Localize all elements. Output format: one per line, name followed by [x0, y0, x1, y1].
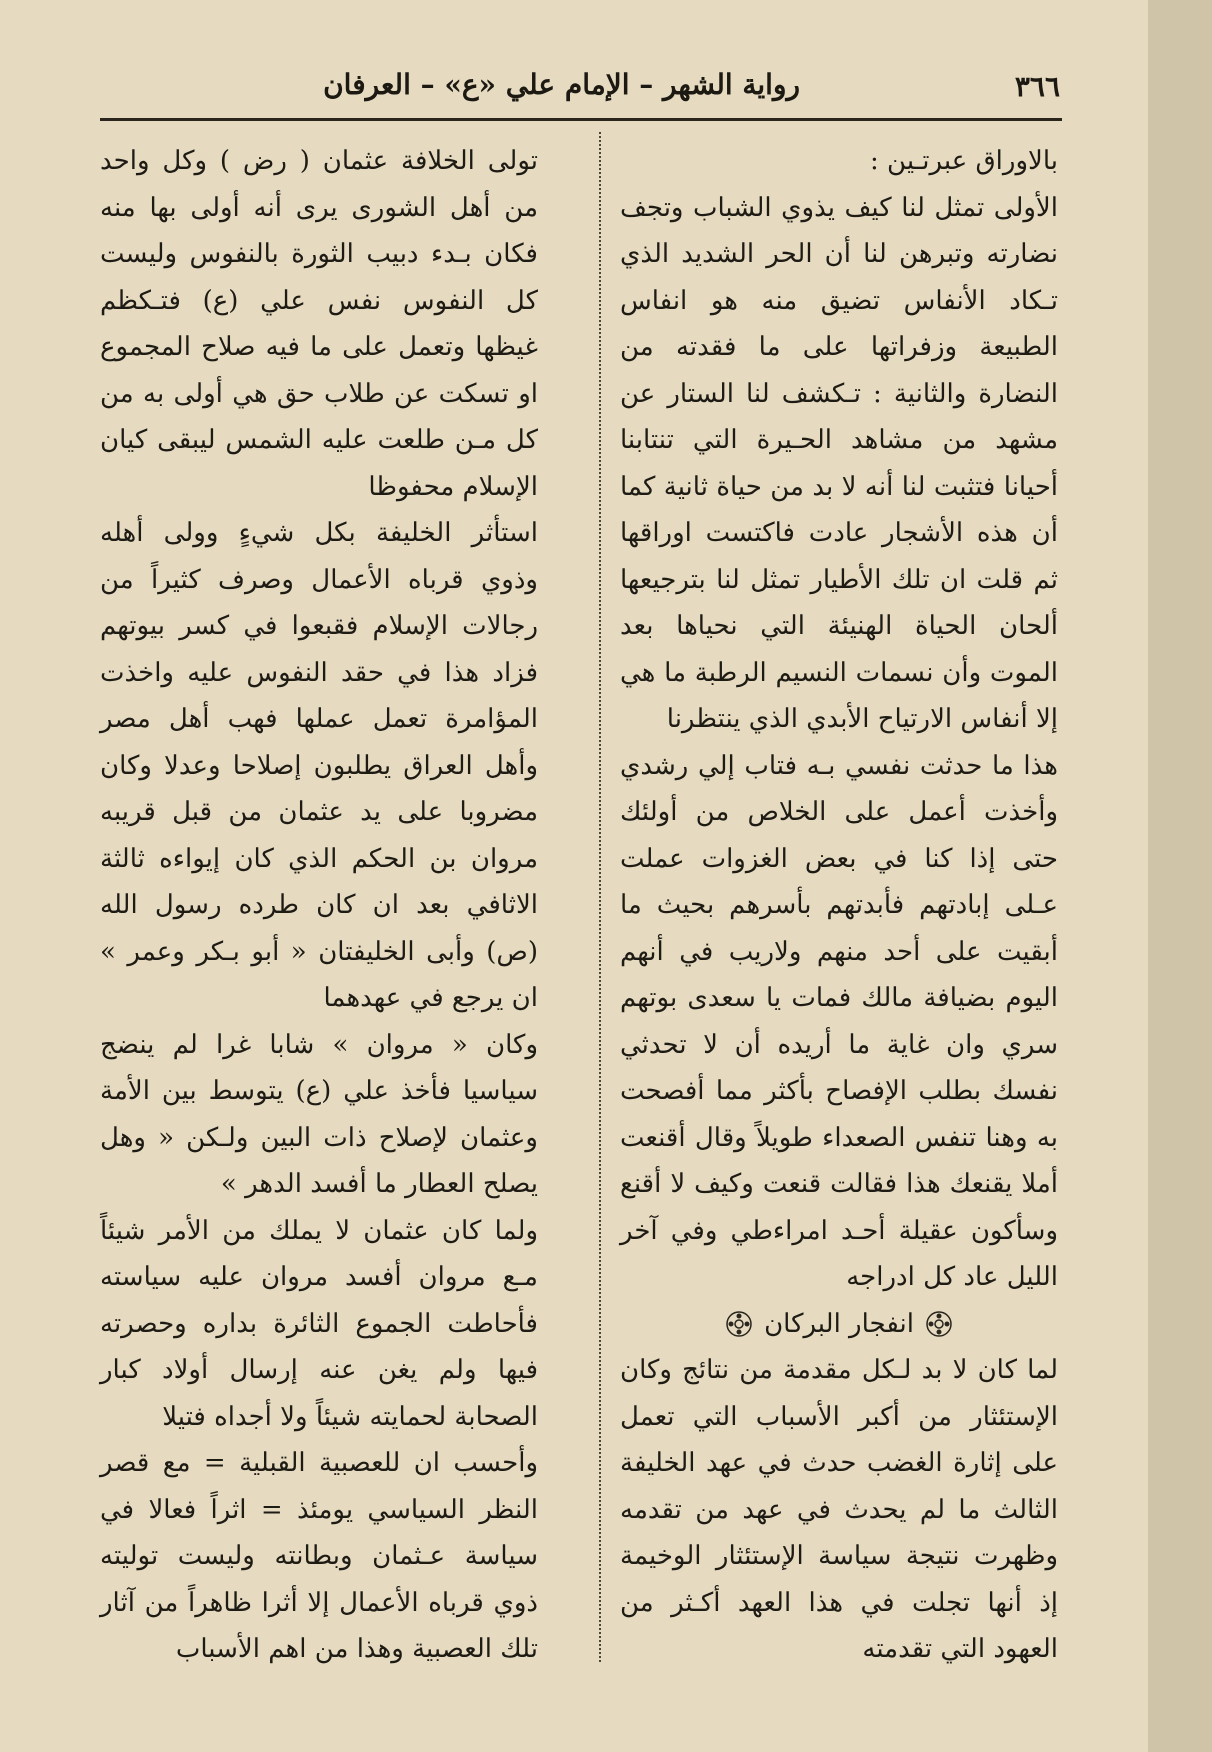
paragraph: بالاوراق عبرتـين :	[870, 146, 1058, 176]
paragraph: وأحسب ان للعصبية القبلية = مع قصر النظر السياسي يومئذ = اثراً فعالا في سياسة عـثمان وبطانته وليست توليته ذوي قرباه الأعمال إلا أثرا ظاهراً من آثار تلك العصبية وهذا من اهم الأسباب	[100, 1448, 538, 1664]
paragraph: وكان « مروان » شابا غرا لم ينضج سياسيا فأخذ علي (ع) يتوسط بين الأمة وعثمان لإصلاح ذات البين ولـكن « وهل يصلح العطار ما أفسد الدهر »	[100, 1029, 538, 1199]
section-heading-text: انفجار البركان	[764, 1308, 914, 1339]
right-column	[620, 138, 1058, 1664]
paragraph: استأثر الخليفة بكل شيءٍ وولى أهله وذوي قرباه الأعمال وصرف كثيراً من رجالات الإسلام فقبعوا في كسر بيوتهم فزاد هذا في حقد النفوس عليه واخذت المؤامرة تعمل عملها فهب أهل مصر وأهل العراق يطلبون إصلاحا وعدلا وكان مضروبا على يد عثمان من قبل قريبه مروان بن الحكم الذي كان إيواءه ثالثة الاثافي بعد ان كان طرده رسول الله (ص) وأبى الخليفتان « أبو بـكر وعمر » ان يرجع في عهدهما	[100, 518, 538, 1013]
flower-ornament-icon	[924, 1309, 954, 1339]
column-separator	[599, 132, 601, 1662]
paragraph: هذا ما حدثت نفسي بـه فتاب إلي رشدي وأخذت أعمل على الخلاص من أولئك حتى إذا كنا في بعض الغزوات عملت عـلى إبادتهم فأبدتهم بأسرهم بحيث ما أبقيت على أحد منهم ولاريب في أنهم اليوم بضيافة مالك فمات يا سعدى بوتهم سري وان غاية ما أريده أن لا تحدثي نفسك بطلب الإفصاح بأكثر مما أفصحت به وهنا تنفس الصعداء طويلاً وقال أقنعت أملا يقنعك هذا فقالت قنعت وكيف لا أقنع وسأكون عقيلة أحـد امراءطي وفي آخر الليل عاد كل ادراجه	[620, 750, 1058, 1292]
header-rule	[100, 118, 1062, 121]
flower-ornament-icon	[724, 1309, 754, 1339]
page-number: ٣٦٦	[1014, 70, 1060, 103]
paragraph: لما كان لا بد لـكل مقدمة من نتائج وكان الإستئثار من أكبر الأسباب التي تعمل على إثارة الغضب حدث في عهد الخليفة الثالث ما لم يحدث في عهد من تقدمه وظهرت نتيجة سياسة الإستئثار الوخيمة إذ أنها تجلت في هذا العهد أكـثر من العهود التي تقدمته	[620, 1355, 1058, 1664]
paragraph: الأولى تمثل لنا كيف يذوي الشباب وتجف نضارته وتبرهن لنا أن الحر الشديد الذي تـكاد الأنفاس تضيق منه هو انفاس الطبيعة وزفراتها على ما فقدته من النضارة والثانية : تـكشف لنا الستار عن مشهد من مشاهد الحـيرة التي تنتابنا أحيانا فتثبت لنا أنه لا بد من حياة ثانية كما أن هذه الأشجار عادت فاكتست اوراقها ثم قلت ان تلك الأطيار تمثل لنا بترجيعها ألحان الحياة الهنيئة التي نحياها بعد الموت وأن نسمات النسيم الرطبة ما هي إلا أنفاس الارتياح الأبدي الذي ينتظرنا	[620, 192, 1058, 734]
left-column	[100, 138, 538, 1664]
section-heading	[620, 1301, 1058, 1348]
page-edge	[1148, 0, 1212, 1752]
paragraph: تولى الخلافة عثمان ( رض ) وكل واحد من أهل الشورى يرى أنه أولى بها منه فكان بـدء دبيب الثورة بالنفوس وليست كل النفوس نفس علي (ع) فتـكظم غيظها وتعمل على ما فيه صلاح المجموع او تسكت عن طلاب حق هي أولى به من كل مـن طلعت عليه الشمس ليبقى كيان الإسلام محفوظا	[100, 146, 538, 502]
running-title: رواية الشهر – الإمام علي «ع» – العرفان	[323, 68, 800, 101]
page-header	[100, 60, 1060, 116]
paragraph: ولما كان عثمان لا يملك من الأمر شيئاً مـع مروان أفسد مروان عليه سياسته فأحاطت الجموع الثائرة بداره وحصرته فيها ولم يغن عنه إرسال أولاد كبار الصحابة لحمايته شيئاً ولا أجداه فتيلا	[100, 1215, 538, 1432]
